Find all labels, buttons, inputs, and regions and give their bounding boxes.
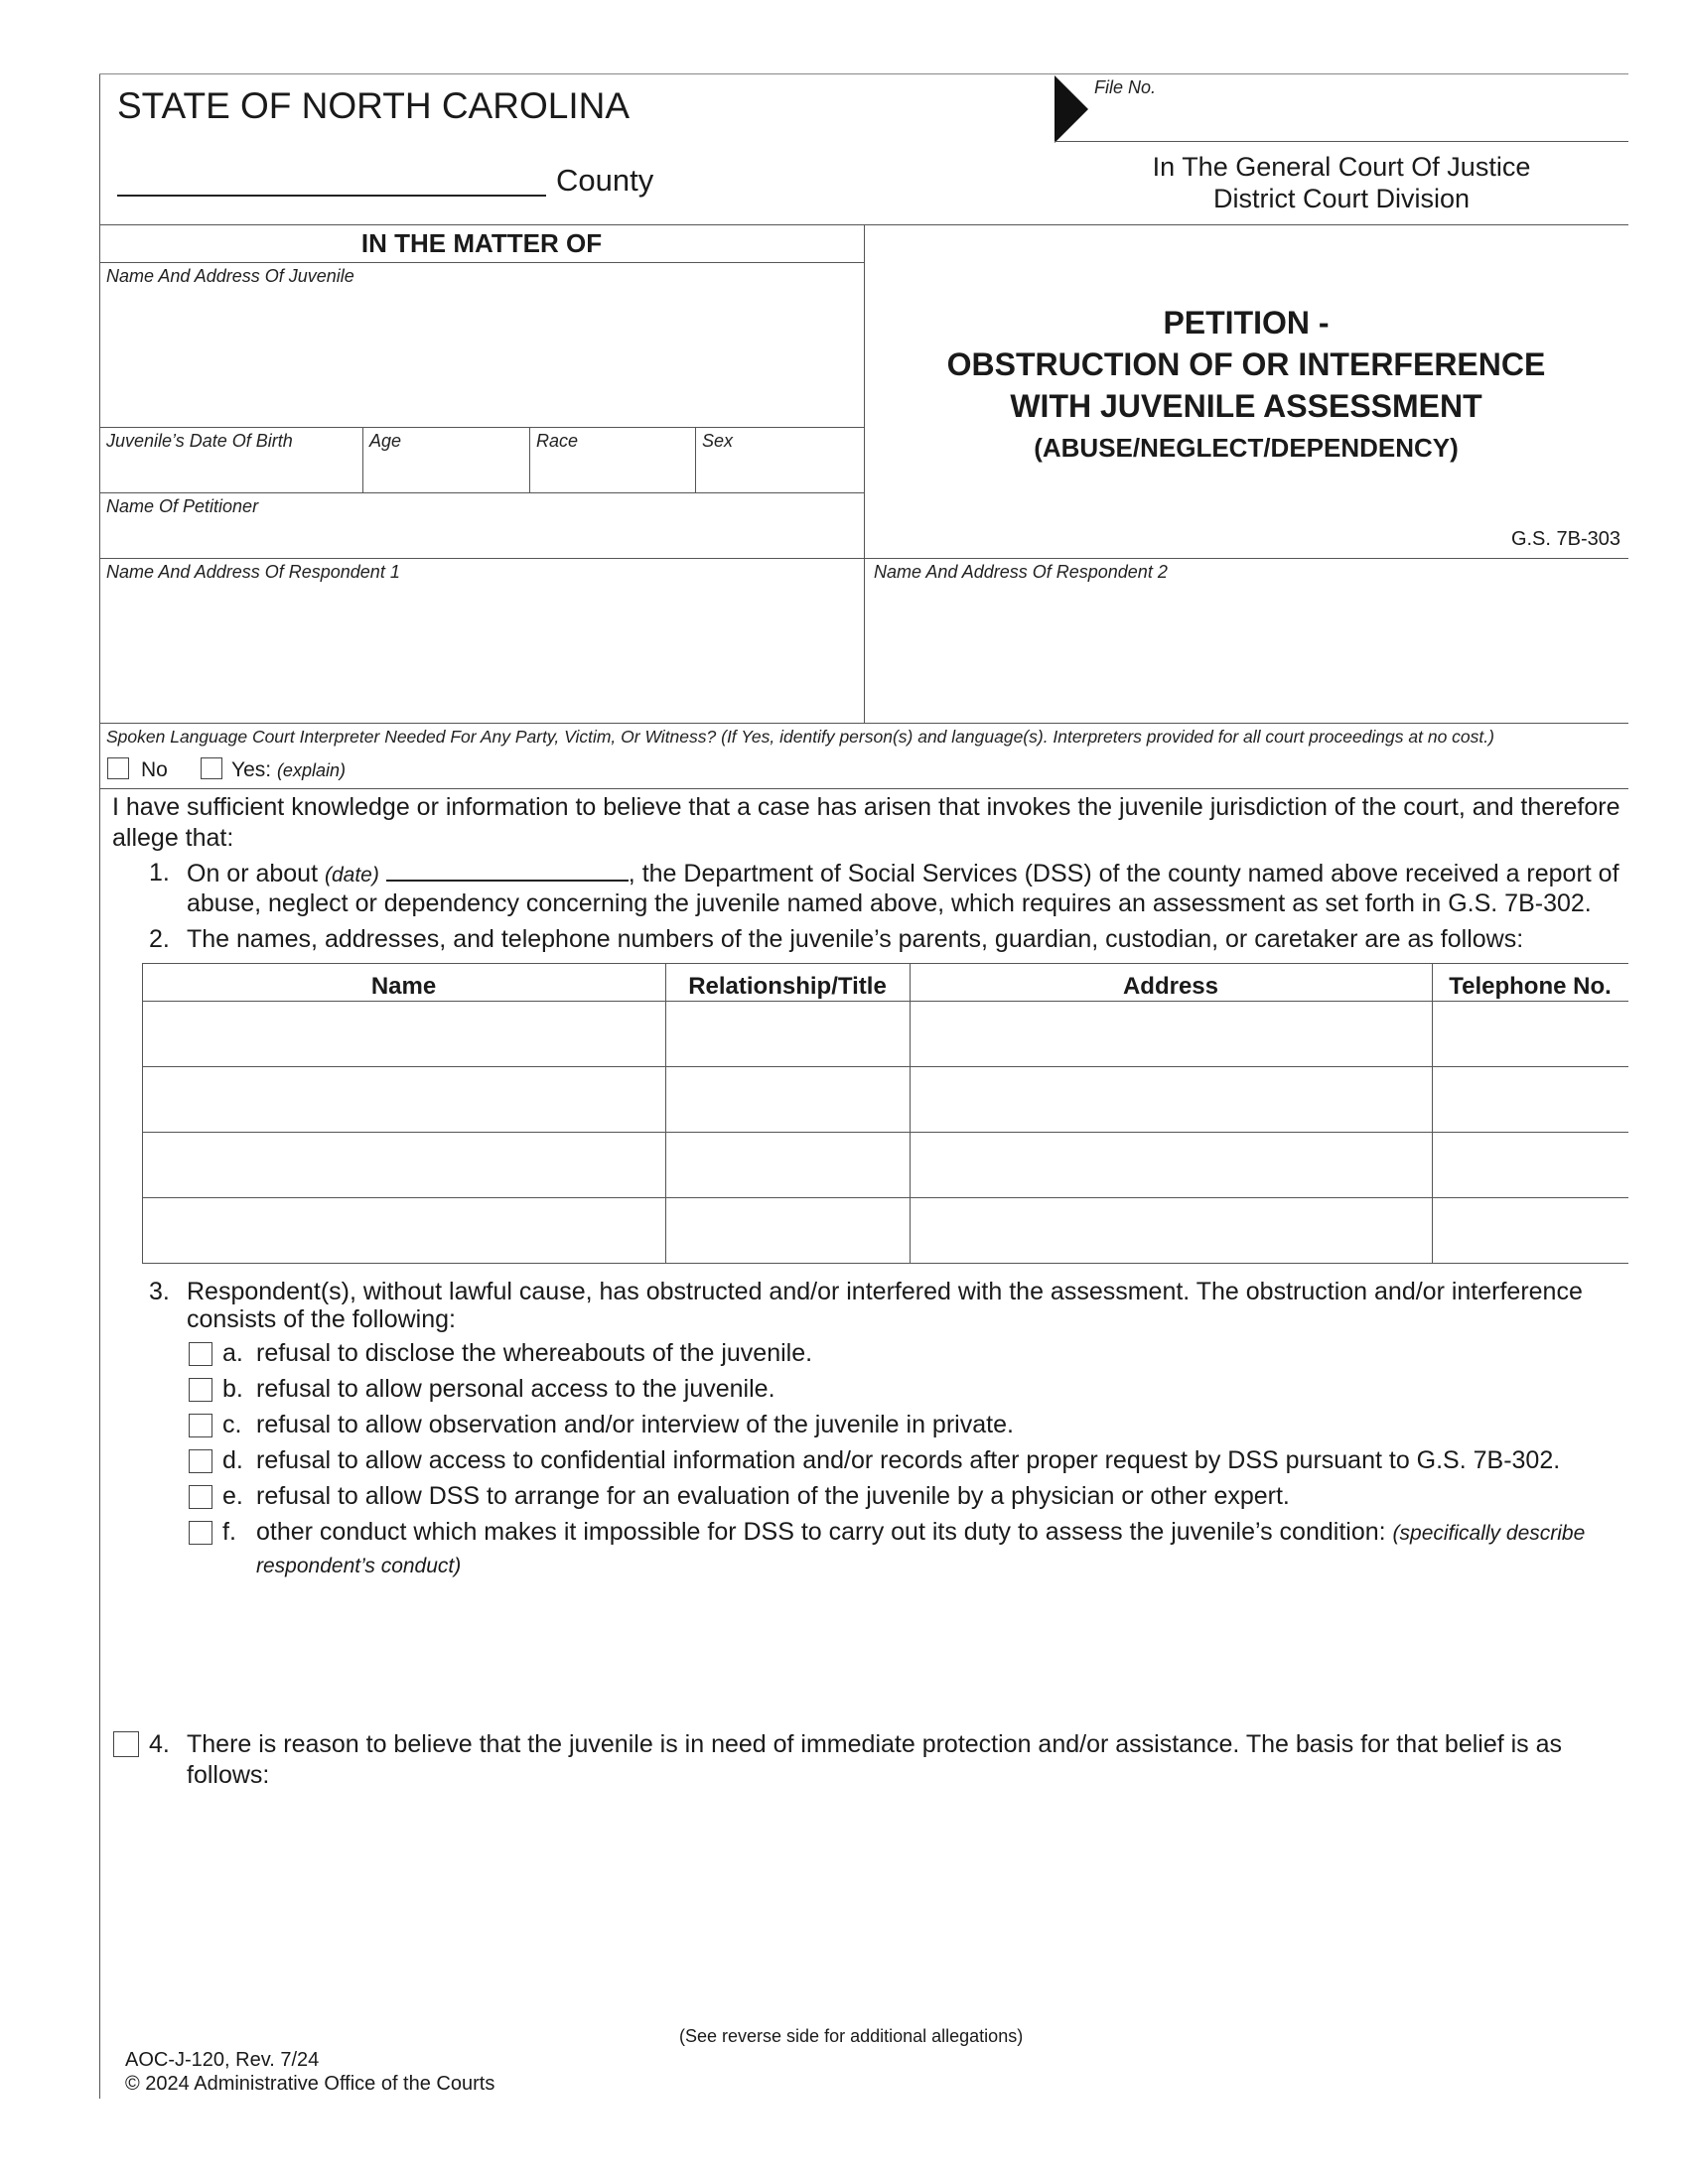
title-line-2: OBSTRUCTION OF OR INTERFERENCE: [946, 346, 1546, 382]
table-row[interactable]: [144, 1134, 1626, 1195]
item1-number: 1.: [149, 859, 170, 887]
county-label: County: [556, 163, 654, 198]
sex-label: Sex: [702, 431, 734, 451]
title-line-1: PETITION -: [1163, 305, 1330, 341]
dob-input[interactable]: [103, 455, 359, 490]
option-c-text: refusal to allow observation and/or interview of the juvenile in private.: [256, 1411, 1014, 1438]
item4-checkbox[interactable]: [113, 1731, 139, 1757]
file-no-arrow-icon: [1055, 75, 1088, 143]
table-row[interactable]: [144, 1199, 1626, 1261]
county-input[interactable]: [117, 195, 546, 197]
respondent1-label: Name And Address Of Respondent 1: [106, 562, 400, 582]
option-d-letter: d.: [222, 1446, 243, 1474]
juvenile-name-label: Name And Address Of Juvenile: [106, 266, 354, 286]
title-line-4: (ABUSE/NEGLECT/DEPENDENCY): [1034, 433, 1459, 463]
option-f-description-input[interactable]: [256, 1588, 1626, 1707]
file-no-input[interactable]: [1090, 99, 1626, 139]
option-f-line-1: [256, 1517, 1585, 1549]
file-no-label: File No.: [1094, 77, 1157, 97]
option-a-checkbox[interactable]: [189, 1342, 212, 1366]
court-name: [1055, 151, 1628, 214]
title-line-3: WITH JUVENILE ASSESSMENT: [1010, 388, 1482, 424]
option-f-checkbox[interactable]: [189, 1521, 212, 1545]
petitioner-label: Name Of Petitioner: [106, 496, 259, 516]
interpreter-no-checkbox[interactable]: [107, 757, 129, 779]
copyright: © 2024 Administrative Office of the Courts: [125, 2073, 495, 2095]
option-e-checkbox[interactable]: [189, 1485, 212, 1509]
reverse-side-note: (See reverse side for additional allegations): [679, 2026, 1024, 2046]
item3-line-1: Respondent(s), without lawful cause, has obstructed and/or interfered with the assessment. The obstruction and/or interference: [187, 1278, 1583, 1305]
item1-line-1: [187, 858, 1619, 890]
item3-line-2: consists of the following:: [187, 1305, 456, 1333]
option-f-letter: f.: [222, 1518, 236, 1546]
col-header-name: Name: [370, 973, 437, 1000]
age-label: Age: [369, 431, 402, 451]
item1-line-2: abuse, neglect or dependency concerning the juvenile named above, which requires an assessment as set forth in G.S. 7B-302.: [187, 889, 1592, 917]
interpreter-question: Spoken Language Court Interpreter Needed For Any Party, Victim, Or Witness? (If Yes, identify person(s) and language(s). Interpreters provided for all court proceedings at no cost.): [106, 727, 1494, 747]
option-f-text: other conduct which makes it impossible for DSS to carry out its duty to assess the juvenile’s condition:: [256, 1518, 1386, 1546]
intro-line-2: allege that:: [112, 824, 234, 852]
option-e-text: refusal to allow DSS to arrange for an evaluation of the juvenile by a physician or other expert.: [256, 1482, 1290, 1510]
option-c-letter: c.: [222, 1411, 242, 1438]
state-heading: STATE OF NORTH CAROLINA: [117, 85, 630, 126]
court-line-2: District Court Division: [1212, 184, 1471, 213]
race-input[interactable]: [533, 455, 692, 490]
item2-number: 2.: [149, 925, 170, 953]
item1-post: , the Department of Social Services (DSS) of the county named above received a report of: [628, 860, 1619, 887]
respondent1-input[interactable]: [103, 586, 860, 719]
item4-line-2: follows:: [187, 1761, 270, 1789]
option-b-checkbox[interactable]: [189, 1378, 212, 1402]
option-c-checkbox[interactable]: [189, 1414, 212, 1437]
item1-date-input[interactable]: [386, 858, 629, 882]
race-label: Race: [536, 431, 579, 451]
option-f-hint-2: respondent’s conduct): [256, 1555, 462, 1577]
in-the-matter-heading: IN THE MATTER OF: [360, 228, 603, 258]
table-row[interactable]: [144, 1003, 1626, 1064]
respondent2-input[interactable]: [870, 586, 1624, 719]
interpreter-yes-label: [231, 758, 346, 782]
item2-text: The names, addresses, and telephone numbers of the juvenile’s parents, guardian, custodian, or caretaker are as follows:: [187, 925, 1524, 953]
form-id: AOC-J-120, Rev. 7/24: [125, 2049, 320, 2071]
interpreter-no-label: No: [141, 758, 168, 781]
option-d-checkbox[interactable]: [189, 1449, 212, 1473]
option-a-text: refusal to disclose the whereabouts of the juvenile.: [256, 1339, 813, 1367]
col-header-telephone: Telephone No.: [1449, 973, 1612, 1000]
item1-pre: On or about: [187, 860, 319, 887]
item4-line-1: There is reason to believe that the juvenile is in need of immediate protection and/or assistance. The basis for that belief is as: [187, 1730, 1563, 1758]
respondent2-label: Name And Address Of Respondent 2: [874, 562, 1168, 582]
item4-number: 4.: [149, 1730, 170, 1758]
petitioner-input[interactable]: [103, 520, 860, 556]
court-line-1: In The General Court Of Justice: [1152, 152, 1531, 182]
option-d-text: refusal to allow access to confidential information and/or records after proper request by DSS pursuant to G.S. 7B-302.: [256, 1446, 1561, 1474]
petition-title: [864, 302, 1628, 469]
dob-label: Juvenile’s Date Of Birth: [106, 431, 293, 451]
option-a-letter: a.: [222, 1339, 243, 1367]
juvenile-name-input[interactable]: [103, 290, 860, 423]
item4-basis-input[interactable]: [187, 1799, 1626, 2017]
age-input[interactable]: [366, 455, 525, 490]
col-header-address: Address: [1122, 973, 1219, 1000]
item3-number: 3.: [149, 1278, 170, 1305]
interpreter-yes-hint: (explain): [276, 760, 346, 780]
item1-date-hint: (date): [324, 864, 379, 887]
interpreter-yes-checkbox[interactable]: [201, 757, 222, 779]
option-e-letter: e.: [222, 1482, 243, 1510]
intro-line-1: I have sufficient knowledge or information to believe that a case has arisen that invokes the juvenile jurisdiction of the court, and therefore: [112, 793, 1620, 821]
sex-input[interactable]: [699, 455, 860, 490]
table-row[interactable]: [144, 1068, 1626, 1130]
col-header-relationship: Relationship/Title: [688, 973, 887, 1000]
statute-reference: G.S. 7B-303: [1510, 528, 1620, 550]
interpreter-yes-text: Yes:: [231, 758, 272, 781]
option-f-hint-1: (specifically describe: [1392, 1522, 1586, 1545]
option-b-text: refusal to allow personal access to the juvenile.: [256, 1375, 775, 1403]
option-b-letter: b.: [222, 1375, 243, 1403]
